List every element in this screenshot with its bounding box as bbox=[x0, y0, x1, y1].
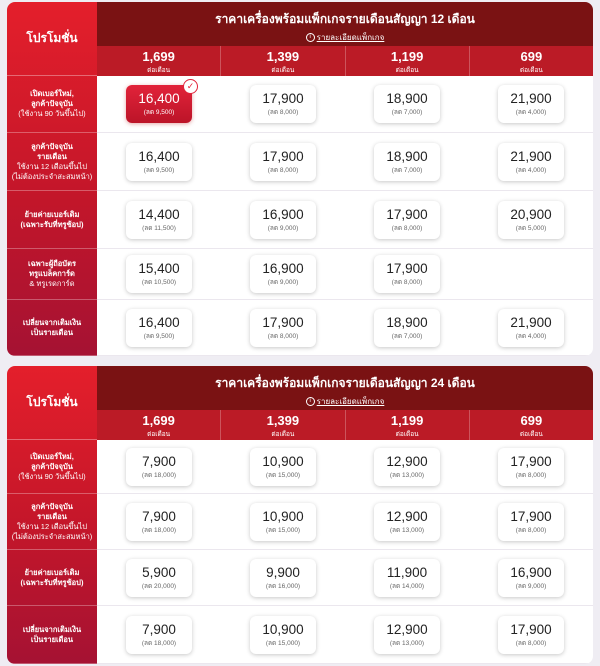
package-details-link[interactable] bbox=[97, 31, 593, 44]
price-cell bbox=[345, 440, 469, 493]
price-card[interactable] bbox=[498, 309, 564, 347]
price-cell bbox=[469, 606, 593, 663]
price-cell bbox=[345, 249, 469, 299]
package-monthly-price: 699 bbox=[520, 49, 543, 64]
price-card[interactable] bbox=[250, 201, 316, 239]
package-header-1[interactable] bbox=[97, 410, 220, 440]
promotion-label-line: ย้ายค่ายเบอร์เดิม bbox=[24, 209, 80, 219]
promotion-row-label bbox=[7, 191, 97, 249]
price-cell bbox=[221, 249, 345, 299]
device-price: 5,900 bbox=[142, 564, 176, 580]
check-icon: ✓ bbox=[183, 79, 198, 94]
promotion-label-line: เปิดเบอร์ใหม่, bbox=[30, 89, 74, 98]
package-unit: ต่อเดือน bbox=[395, 431, 419, 438]
device-price: 21,900 bbox=[510, 91, 552, 106]
device-price: 7,900 bbox=[142, 621, 176, 637]
promotion-label-line: เปิดเบอร์ใหม่, bbox=[30, 451, 74, 461]
package-details-link-text[interactable]: รายละเอียดแพ็กเกจ bbox=[316, 397, 385, 406]
price-cell bbox=[221, 606, 345, 663]
promotion-label-line: ลูกค้าปัจจุบัน bbox=[31, 99, 73, 108]
promotion-label-line: (ใช้งาน 90 วันขึ้นไป) bbox=[18, 109, 86, 118]
discount-amount: (ลด 10,500) bbox=[141, 279, 177, 286]
device-price: 10,900 bbox=[262, 453, 304, 469]
price-card[interactable] bbox=[374, 309, 440, 347]
table-title: ราคาเครื่องพร้อมแพ็กเกจรายเดือนสัญญา 24 เดือน bbox=[215, 376, 475, 390]
price-card[interactable] bbox=[498, 448, 564, 486]
device-price: 18,900 bbox=[386, 314, 428, 330]
table-title: ราคาเครื่องพร้อมแพ็กเกจรายเดือนสัญญา 12 เดือน bbox=[215, 12, 475, 26]
price-cell bbox=[97, 249, 221, 299]
promotion-label-line: เฉพาะผู้ถือบัตร bbox=[28, 259, 76, 268]
price-cell bbox=[221, 191, 345, 248]
device-price: 20,900 bbox=[510, 206, 552, 222]
price-cell bbox=[345, 300, 469, 355]
discount-amount: (ลด 8,000) bbox=[267, 166, 299, 174]
discount-amount: (ลด 8,000) bbox=[515, 471, 547, 479]
discount-amount: (ลด 15,000) bbox=[265, 471, 301, 479]
package-unit: ต่อเดือน bbox=[519, 431, 543, 438]
discount-amount: (ลด 9,000) bbox=[267, 279, 299, 286]
package-header-4[interactable] bbox=[469, 46, 593, 76]
price-cell bbox=[469, 76, 593, 132]
device-price: 17,900 bbox=[262, 91, 304, 106]
price-cell bbox=[97, 76, 221, 132]
promotion-label-line: ลูกค้าปัจจุบัน bbox=[31, 141, 73, 151]
discount-amount: (ลด 18,000) bbox=[141, 471, 177, 479]
price-card[interactable] bbox=[250, 559, 316, 597]
price-card[interactable] bbox=[126, 448, 192, 486]
package-monthly-price: 1,699 bbox=[142, 413, 175, 428]
package-unit: ต่อเดือน bbox=[147, 67, 171, 74]
price-cell bbox=[345, 550, 469, 605]
promotion-row-text bbox=[12, 502, 93, 542]
promotion-row-label bbox=[7, 76, 97, 133]
price-card[interactable] bbox=[374, 616, 440, 654]
device-price: 16,900 bbox=[262, 206, 304, 222]
discount-amount: (ลด 4,000) bbox=[515, 109, 547, 116]
device-price: 7,900 bbox=[142, 453, 176, 469]
discount-amount: (ลด 14,000) bbox=[389, 582, 425, 590]
promotion-label-line: & ทรูเรดการ์ด bbox=[29, 279, 75, 288]
promotion-label-line: ใช้งาน 12 เดือนขึ้นไป bbox=[16, 521, 88, 531]
table-header bbox=[97, 2, 593, 46]
price-card[interactable] bbox=[374, 201, 440, 239]
device-price: 18,900 bbox=[386, 148, 428, 164]
promotion-label-line: เปลี่ยนจากเติมเงิน bbox=[22, 624, 82, 634]
price-cell bbox=[469, 133, 593, 190]
package-unit: ต่อเดือน bbox=[147, 431, 171, 438]
package-unit: ต่อเดือน bbox=[519, 67, 543, 74]
promotion-row-text bbox=[23, 625, 81, 645]
price-card[interactable] bbox=[126, 503, 192, 541]
price-card[interactable] bbox=[374, 448, 440, 486]
package-details-link-text[interactable]: รายละเอียดแพ็กเกจ bbox=[316, 33, 385, 42]
device-price: 10,900 bbox=[262, 621, 304, 637]
price-row bbox=[97, 550, 593, 606]
promotion-label-line: ลูกค้าปัจจุบัน bbox=[31, 501, 73, 511]
promotion-label-line: รายเดือน bbox=[37, 511, 67, 521]
price-card-selected[interactable] bbox=[126, 81, 195, 123]
price-cell bbox=[345, 494, 469, 549]
price-grid bbox=[97, 76, 593, 356]
info-icon: i bbox=[306, 33, 315, 42]
price-cell bbox=[345, 76, 469, 132]
promotion-label-line: (ไม่ต้องประจำสะสมหน้า) bbox=[11, 171, 93, 181]
price-card[interactable] bbox=[374, 143, 440, 181]
price-cell bbox=[97, 550, 221, 605]
price-grid bbox=[97, 440, 593, 664]
discount-amount: (ลด 8,000) bbox=[267, 332, 299, 340]
device-price: 14,400 bbox=[138, 206, 180, 222]
promotion-row-text bbox=[18, 89, 85, 119]
device-price: 17,900 bbox=[510, 453, 552, 469]
price-card[interactable] bbox=[250, 309, 316, 347]
device-price: 9,900 bbox=[266, 564, 300, 580]
promotion-row-label bbox=[7, 606, 97, 664]
discount-amount: (ลด 7,000) bbox=[391, 332, 423, 340]
promotion-row-label bbox=[7, 440, 97, 494]
discount-amount: (ลด 7,000) bbox=[391, 109, 423, 116]
package-unit: ต่อเดือน bbox=[271, 67, 295, 74]
price-card[interactable] bbox=[250, 85, 316, 123]
discount-amount: (ลด 9,500) bbox=[143, 332, 175, 340]
device-price: 12,900 bbox=[386, 508, 428, 524]
price-row bbox=[97, 606, 593, 664]
price-row bbox=[97, 300, 593, 356]
discount-amount: (ลด 18,000) bbox=[141, 526, 177, 534]
price-cell bbox=[221, 550, 345, 605]
package-header-1[interactable] bbox=[97, 46, 220, 76]
promotion-row-text bbox=[28, 259, 76, 289]
discount-amount: (ลด 8,000) bbox=[267, 109, 299, 116]
package-monthly-price: 1,399 bbox=[266, 49, 300, 64]
device-price: 17,900 bbox=[510, 621, 552, 637]
discount-amount: (ลด 13,000) bbox=[389, 526, 425, 534]
promotion-label-line: (เฉพาะรับที่ทรูช้อป) bbox=[20, 577, 84, 587]
price-cell bbox=[97, 494, 221, 549]
price-cell bbox=[97, 191, 221, 248]
discount-amount: (ลด 5,000) bbox=[515, 224, 547, 232]
discount-amount: (ลด 11,500) bbox=[142, 224, 176, 232]
price-card[interactable] bbox=[126, 143, 192, 181]
discount-amount: (ลด 9,000) bbox=[515, 582, 547, 590]
table-header bbox=[97, 366, 593, 410]
package-header-2[interactable] bbox=[220, 410, 344, 440]
price-card[interactable] bbox=[250, 448, 316, 486]
price-cell bbox=[97, 440, 221, 493]
package-price-row bbox=[97, 410, 593, 440]
discount-amount: (ลด 9,000) bbox=[267, 224, 299, 232]
price-cell bbox=[221, 76, 345, 132]
price-card[interactable] bbox=[126, 559, 192, 597]
price-cell bbox=[469, 300, 593, 355]
promotion-row-text bbox=[21, 568, 84, 588]
package-header-3[interactable] bbox=[345, 410, 469, 440]
package-unit: ต่อเดือน bbox=[271, 431, 295, 438]
price-row bbox=[97, 191, 593, 249]
price-card[interactable] bbox=[126, 255, 192, 293]
promotion-label-line: (เฉพาะรับที่ทรูช้อป) bbox=[20, 219, 84, 229]
price-cell bbox=[469, 440, 593, 493]
price-row bbox=[97, 440, 593, 494]
price-table-12-months bbox=[7, 2, 593, 356]
device-price: 10,900 bbox=[262, 508, 304, 524]
device-price: 17,900 bbox=[386, 206, 428, 222]
price-card[interactable] bbox=[498, 616, 564, 654]
promotion-label-line: (ไม่ต้องประจำสะสมหน้า) bbox=[11, 531, 93, 541]
price-card[interactable] bbox=[498, 559, 564, 597]
discount-amount: (ลด 7,000) bbox=[391, 166, 423, 174]
info-icon: i bbox=[306, 397, 315, 406]
price-card[interactable] bbox=[126, 201, 192, 239]
price-card[interactable] bbox=[498, 201, 564, 239]
price-cell bbox=[469, 550, 593, 605]
price-card[interactable] bbox=[126, 616, 192, 654]
discount-amount: (ลด 8,000) bbox=[515, 526, 547, 534]
package-price-row bbox=[97, 46, 593, 76]
price-card[interactable] bbox=[498, 85, 564, 123]
price-card[interactable] bbox=[250, 616, 316, 654]
discount-amount: (ลด 8,000) bbox=[391, 279, 423, 286]
discount-amount: (ลด 15,000) bbox=[265, 526, 301, 534]
price-cell bbox=[221, 440, 345, 493]
package-header-3[interactable] bbox=[345, 46, 469, 76]
device-price: 16,400 bbox=[138, 148, 180, 164]
price-cell bbox=[469, 494, 593, 549]
promotion-label-line: เป็นรายเดือน bbox=[30, 634, 74, 644]
discount-amount: (ลด 9,500) bbox=[143, 109, 175, 116]
price-cell bbox=[469, 249, 593, 299]
package-monthly-price: 1,399 bbox=[266, 413, 300, 428]
promotion-label-line: เปลี่ยนจากเติมเงิน bbox=[22, 317, 82, 327]
discount-amount: (ลด 4,000) bbox=[515, 166, 547, 174]
price-row bbox=[97, 133, 593, 191]
promotion-row-text bbox=[23, 318, 81, 338]
promotion-row-label bbox=[7, 300, 97, 356]
device-price: 17,900 bbox=[262, 314, 304, 330]
promotion-label-line: รายเดือน bbox=[37, 151, 67, 161]
price-cell bbox=[345, 191, 469, 248]
package-monthly-price: 699 bbox=[520, 413, 543, 428]
promotion-row-label bbox=[7, 249, 97, 300]
price-cell bbox=[345, 133, 469, 190]
device-price: 16,400 bbox=[138, 91, 180, 106]
discount-amount: (ลด 4,000) bbox=[515, 332, 547, 340]
discount-amount: (ลด 13,000) bbox=[389, 471, 425, 479]
discount-amount: (ลด 20,000) bbox=[141, 582, 177, 590]
discount-amount: (ลด 16,000) bbox=[265, 582, 301, 590]
discount-amount: (ลด 8,000) bbox=[515, 639, 547, 647]
discount-amount: (ลด 13,000) bbox=[389, 639, 425, 647]
price-cell bbox=[221, 494, 345, 549]
promotion-label-line: ลูกค้าปัจจุบัน bbox=[31, 461, 73, 471]
promotion-header: โปรโมชั่น bbox=[7, 366, 97, 440]
package-unit: ต่อเดือน bbox=[395, 67, 419, 74]
price-cell bbox=[469, 191, 593, 248]
promotion-row-text bbox=[21, 210, 84, 230]
package-monthly-price: 1,199 bbox=[390, 49, 424, 64]
device-price: 7,900 bbox=[142, 508, 176, 524]
price-card[interactable] bbox=[250, 503, 316, 541]
price-card[interactable] bbox=[498, 503, 564, 541]
device-price: 15,400 bbox=[138, 261, 180, 276]
discount-amount: (ลด 15,000) bbox=[265, 639, 301, 647]
device-price: 17,900 bbox=[386, 261, 428, 276]
price-table-24-months bbox=[7, 366, 593, 664]
price-card[interactable] bbox=[498, 143, 564, 181]
discount-amount: (ลด 8,000) bbox=[391, 224, 423, 232]
price-row bbox=[97, 249, 593, 300]
price-cell bbox=[345, 606, 469, 663]
price-row bbox=[97, 76, 593, 133]
device-price: 17,900 bbox=[262, 148, 304, 164]
price-card[interactable] bbox=[250, 255, 316, 293]
discount-amount: (ลด 18,000) bbox=[141, 639, 177, 647]
promotion-row-text bbox=[18, 452, 85, 482]
device-price: 18,900 bbox=[386, 91, 428, 106]
device-price: 21,900 bbox=[510, 148, 552, 164]
package-header-2[interactable] bbox=[220, 46, 344, 76]
package-monthly-price: 1,199 bbox=[390, 413, 424, 428]
promotion-row-label bbox=[7, 133, 97, 191]
promotion-label-line: ย้ายค่ายเบอร์เดิม bbox=[24, 567, 80, 577]
discount-amount: (ลด 9,500) bbox=[143, 166, 175, 174]
price-cell bbox=[97, 606, 221, 663]
device-price: 12,900 bbox=[386, 453, 428, 469]
price-row bbox=[97, 494, 593, 550]
price-cell bbox=[221, 300, 345, 355]
device-price: 11,900 bbox=[386, 564, 428, 580]
device-price: 17,900 bbox=[510, 508, 552, 524]
promotion-row-text bbox=[12, 142, 93, 182]
promotion-label-line: ใช้งาน 12 เดือนขึ้นไป bbox=[16, 161, 88, 171]
promotion-label-line: เป็นรายเดือน bbox=[30, 327, 74, 337]
promotion-header: โปรโมชั่น bbox=[7, 2, 97, 76]
device-price: 16,400 bbox=[138, 314, 180, 330]
price-card[interactable] bbox=[250, 143, 316, 181]
price-cell bbox=[221, 133, 345, 190]
promotion-label-line: ทรูแบล็คการ์ด bbox=[29, 269, 75, 278]
price-card[interactable] bbox=[374, 255, 440, 293]
promotion-row-label bbox=[7, 494, 97, 550]
price-cell bbox=[97, 300, 221, 355]
device-price: 12,900 bbox=[386, 621, 428, 637]
price-card[interactable] bbox=[374, 559, 440, 597]
package-header-4[interactable] bbox=[469, 410, 593, 440]
package-details-link[interactable] bbox=[97, 395, 593, 408]
device-price: 21,900 bbox=[510, 314, 552, 330]
package-monthly-price: 1,699 bbox=[142, 49, 175, 64]
device-price: 16,900 bbox=[510, 564, 552, 580]
price-cell bbox=[97, 133, 221, 190]
promotion-label-line: (ใช้งาน 90 วันขึ้นไป) bbox=[18, 471, 86, 481]
price-card[interactable] bbox=[374, 503, 440, 541]
device-price: 16,900 bbox=[262, 261, 304, 276]
price-card[interactable] bbox=[126, 309, 192, 347]
promotion-row-label bbox=[7, 550, 97, 606]
price-card[interactable] bbox=[374, 85, 440, 123]
